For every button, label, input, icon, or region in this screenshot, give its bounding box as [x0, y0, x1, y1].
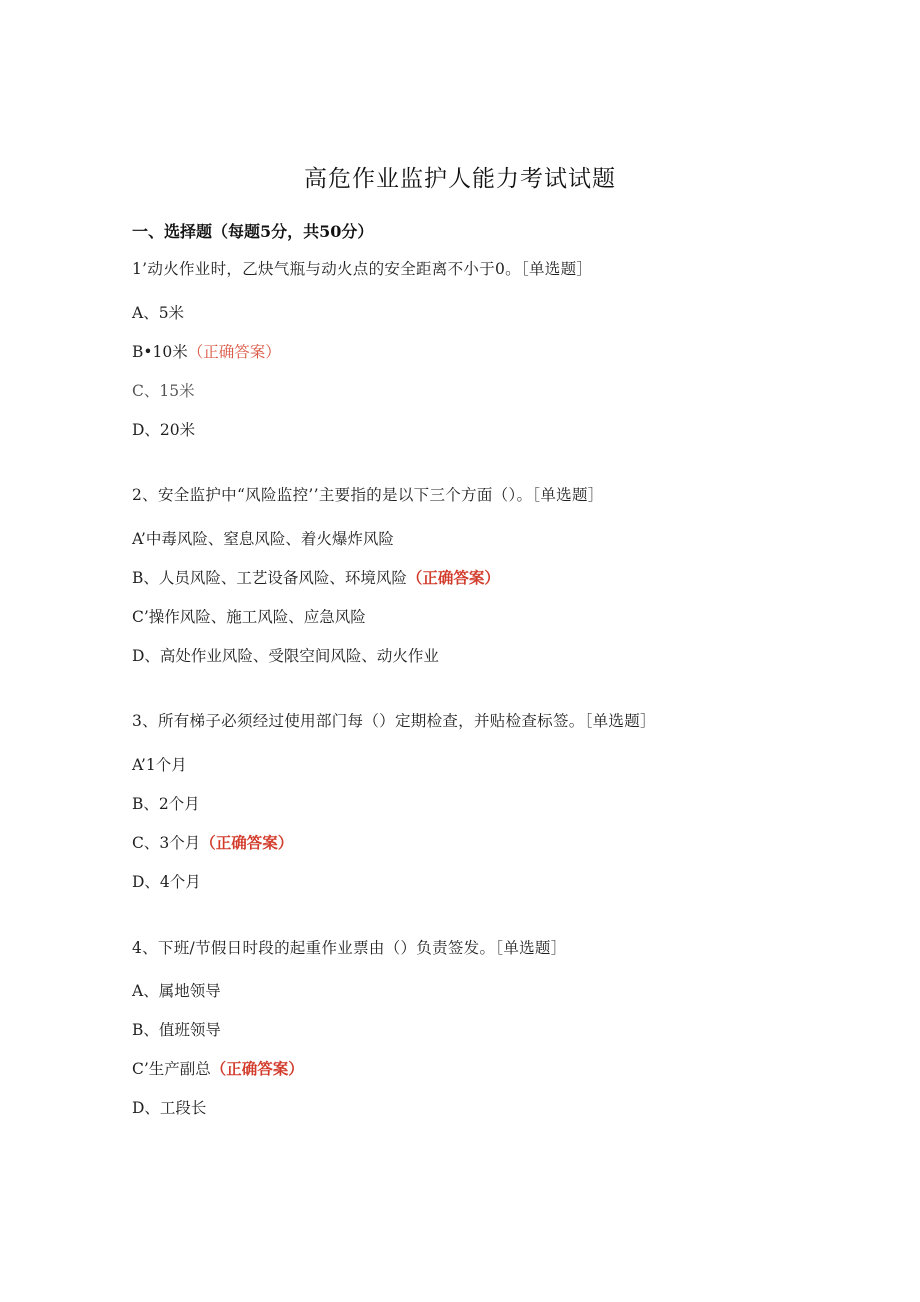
- question-3-option-a: A’1个月: [132, 756, 187, 774]
- question-4-stem: 4、下班/节假日时段的起重作业票由（）负责签发。［单选题］: [132, 939, 567, 957]
- option-text: B、人员风险、工艺设备风险、环境风险: [132, 569, 407, 587]
- correct-answer-mark: （正确答案）: [187, 343, 281, 361]
- question-2-option-b: [132, 567, 500, 589]
- question-1-option-b: [132, 341, 281, 363]
- question-3-option-c: [132, 832, 293, 854]
- question-4-option-a: A、属地领导: [132, 982, 221, 1000]
- question-4-option-c: [132, 1058, 304, 1080]
- question-1-option-c: C、15米: [132, 382, 195, 400]
- question-1-option-a: A、5米: [132, 304, 185, 322]
- option-text: C’生产副总: [132, 1060, 211, 1078]
- question-3-option-d: D、4个月: [132, 873, 201, 891]
- option-text: B•10米: [132, 343, 188, 361]
- question-1-option-d: D、20米: [132, 421, 196, 439]
- page-title: 高危作业监护人能力考试试题: [304, 166, 616, 192]
- question-1-stem: 1’动火作业时，乙炔气瓶与动火点的安全距离不小于0。［单选题］: [132, 260, 593, 278]
- question-2-option-a: A’中毒风险、窒息风险、着火爆炸风险: [132, 530, 394, 548]
- question-2-option-d: D、高处作业风险、受限空间风险、动火作业: [132, 647, 439, 665]
- option-text: C、3个月: [132, 834, 201, 852]
- question-4-option-d: D、工段长: [132, 1099, 207, 1117]
- question-2-stem: 2、安全监护中“风险监控’’主要指的是以下三个方面（）。［单选题］: [132, 486, 604, 504]
- question-3-option-b: B、2个月: [132, 795, 200, 813]
- correct-answer-mark: （正确答案）: [200, 833, 294, 852]
- question-3-stem: 3、所有梯子必须经过使用部门每（）定期检查，并贴检查标签。［单选题］: [132, 712, 656, 730]
- correct-answer-mark: （正确答案）: [210, 1059, 304, 1078]
- section-title: 一、选择题（每题5分，共50分）: [132, 222, 374, 241]
- correct-answer-mark: （正确答案）: [406, 568, 500, 587]
- question-2-option-c: C’操作风险、施工风险、应急风险: [132, 608, 366, 626]
- question-4-option-b: B、值班领导: [132, 1021, 221, 1039]
